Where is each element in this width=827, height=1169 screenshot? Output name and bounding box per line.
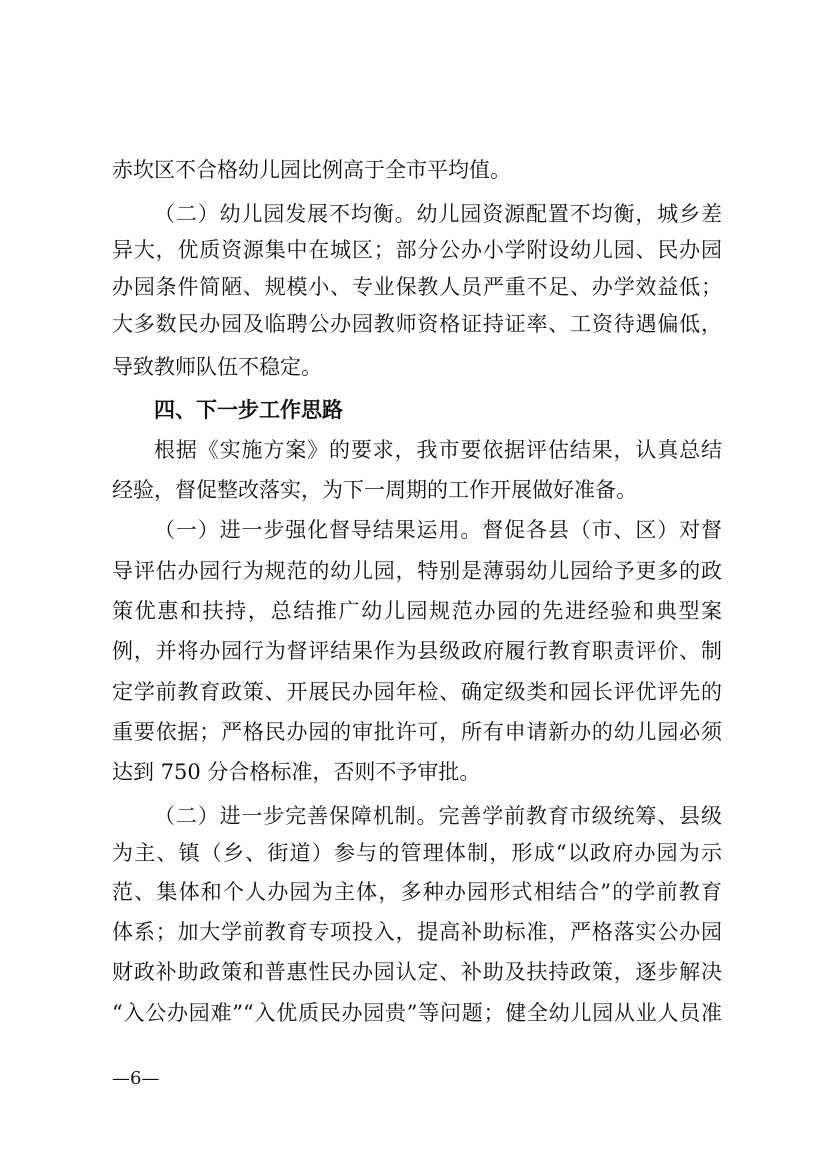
paragraph-line: 范、集体和个人办园为主体，多种办园形式相结合”的学前教育 (112, 880, 722, 904)
paragraph-line: 导致教师队伍不稳定。 (112, 355, 322, 379)
paragraph-line: “入公办园难”“入优质民办园贵”等问题；健全幼儿园从业人员准 (112, 1001, 722, 1025)
paragraph-line: （一）进一步强化督导结果运用。督促各县（市、区）对督 (154, 518, 722, 542)
paragraph-line: 体系；加大学前教育专项投入，提高补助标准，严格落实公办园 (112, 920, 722, 944)
paragraph-line: 办园条件简陋、规模小、专业保教人员严重不足、办学效益低； (112, 275, 722, 299)
paragraph-line: 定学前教育政策、开展民办园年检、确定级类和园长评优评先的 (112, 680, 722, 704)
paragraph-line: 异大，优质资源集中在城区；部分公办小学附设幼儿园、民办园 (112, 238, 722, 262)
paragraph-line: 经验，督促整改落实，为下一周期的工作开展做好准备。 (112, 478, 637, 502)
paragraph-line: （二）幼儿园发展不均衡。幼儿园资源配置不均衡，城乡差 (154, 202, 722, 226)
page-number: —6— (112, 1068, 160, 1089)
paragraph-line: 根据《实施方案》的要求，我市要依据评估结果，认真总结 (154, 438, 722, 462)
paragraph-line: 策优惠和扶持，总结推广幼儿园规范办园的先进经验和典型案 (112, 599, 722, 623)
paragraph-line: 财政补助政策和普惠性民办园认定、补助及扶持政策，逐步解决 (112, 960, 722, 984)
paragraph-line: 为主、镇（乡、街道）参与的管理体制，形成“以政府办园为示 (112, 841, 722, 865)
paragraph-line: 导评估办园行为规范的幼儿园，特别是薄弱幼儿园给予更多的政 (112, 559, 722, 583)
paragraph-line: 例，并将办园行为督评结果作为县级政府履行教育职责评价、制 (112, 639, 722, 663)
paragraph-line: 大多数民办园及临聘公办园教师资格证持证率、工资待遇偏低， (112, 312, 722, 336)
paragraph-line: （二）进一步完善保障机制。完善学前教育市级统筹、县级 (154, 804, 722, 828)
paragraph-line: 赤坎区不合格幼儿园比例高于全市平均值。 (112, 158, 511, 182)
paragraph-line: 达到 750 分合格标准，否则不予审批。 (112, 760, 481, 784)
paragraph-line: 重要依据；严格民办园的审批许可，所有申请新办的幼儿园必须 (112, 720, 722, 744)
section-heading: 四、下一步工作思路 (154, 398, 343, 422)
